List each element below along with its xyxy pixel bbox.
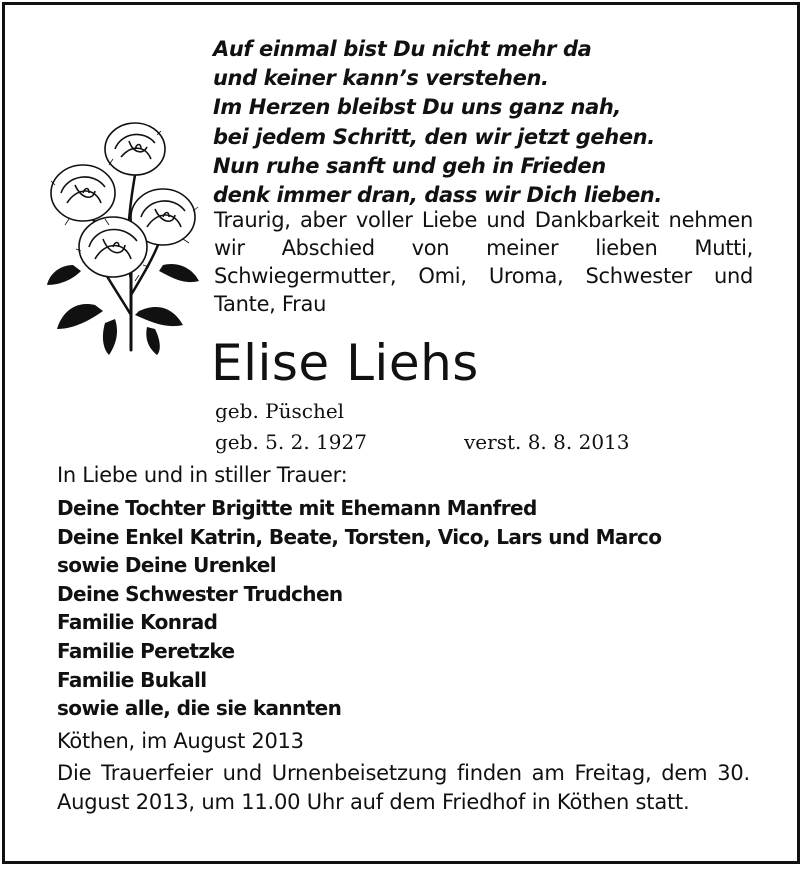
deceased-name: Elise Liehs: [211, 334, 479, 392]
mourner: Familie Bukall: [57, 667, 207, 692]
funeral-info: Die Trauerfeier und Urnenbeisetzung finden am Freitag, dem 30. August 2013, um 11.00 Uhr auf dem Friedhof in Köthen statt.: [57, 761, 750, 814]
mourner: Deine Enkel Katrin, Beate, Torsten, Vico, Lars und Marco: [57, 524, 662, 549]
poem: [213, 35, 662, 210]
mourning-line: In Liebe und in stiller Trauer:: [57, 463, 348, 487]
poem-line: Im Herzen bleibst Du uns ganz nah,: [213, 95, 621, 120]
place-date: Köthen, im August 2013: [57, 729, 304, 753]
birth-name: geb. Püschel: [215, 399, 345, 423]
poem-line: und keiner kann’s verstehen.: [213, 66, 549, 91]
roses-icon: [43, 115, 203, 355]
mourner: Deine Tochter Brigitte mit Ehemann Manfred: [57, 496, 537, 520]
death-date: verst. 8. 8. 2013: [464, 430, 630, 454]
poem-line: Nun ruhe sanft und geh in Frieden: [213, 153, 606, 178]
mourner: sowie alle, die sie kannten: [57, 696, 342, 721]
intro-text: Traurig, aber voller Liebe und Dankbarkeit nehmen wir Abschied von meiner lieben Mutti, Schwiegermutter, Omi, Uroma, Schwester und Tante, Frau: [214, 208, 753, 316]
mourner: Deine Schwester Trudchen: [57, 581, 343, 606]
mourner: sowie Deine Urenkel: [57, 553, 276, 578]
obituary-frame: [2, 2, 800, 864]
mourners-list: [57, 494, 661, 723]
mourner: Familie Peretzke: [57, 638, 235, 663]
poem-line: bei jedem Schritt, den wir jetzt gehen.: [213, 124, 655, 149]
mourner: Familie Konrad: [57, 610, 218, 635]
poem-line: Auf einmal bist Du nicht mehr da: [213, 37, 592, 61]
poem-line: denk immer dran, dass wir Dich lieben.: [213, 183, 662, 208]
birth-date: geb. 5. 2. 1927: [215, 430, 367, 454]
